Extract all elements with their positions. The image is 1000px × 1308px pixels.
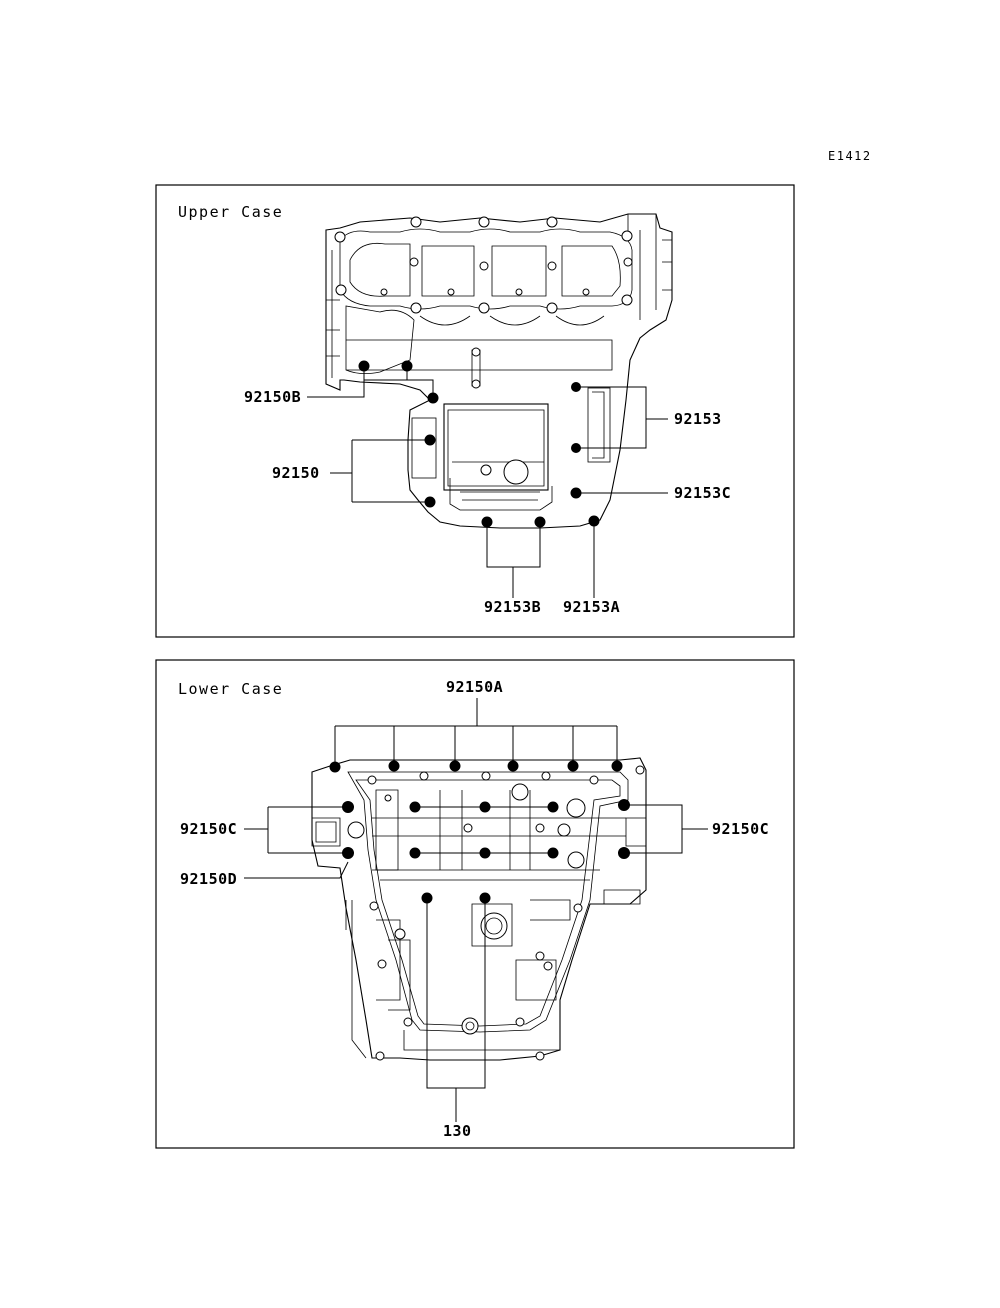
callout-92153A: 92153A <box>563 598 621 616</box>
lower-crankcase-drawing <box>312 758 646 1060</box>
callout-92150A: 92150A <box>446 678 504 696</box>
figure-code: E1412 <box>828 149 872 163</box>
callout-92150C-right: 92150C <box>712 820 770 838</box>
lower-case-bolt-bosses <box>368 766 644 1060</box>
callout-92153B: 92153B <box>484 598 542 616</box>
lower-case-panel <box>156 660 794 1148</box>
callout-92153: 92153 <box>674 410 722 428</box>
callout-92150C-left: 92150C <box>180 820 238 838</box>
lower-case-title: Lower Case <box>178 680 284 698</box>
callout-92150B: 92150B <box>244 388 302 406</box>
callout-92150D: 92150D <box>180 870 238 888</box>
callout-130: 130 <box>443 1122 472 1140</box>
callout-92150: 92150 <box>272 464 320 482</box>
lower-case-leader-lines <box>244 698 708 1122</box>
callout-92153C: 92153C <box>674 484 732 502</box>
upper-case-title: Upper Case <box>178 203 284 221</box>
upper-case-panel <box>156 185 794 637</box>
upper-case-bolt-bosses <box>335 217 632 388</box>
upper-crankcase-drawing <box>326 214 672 528</box>
